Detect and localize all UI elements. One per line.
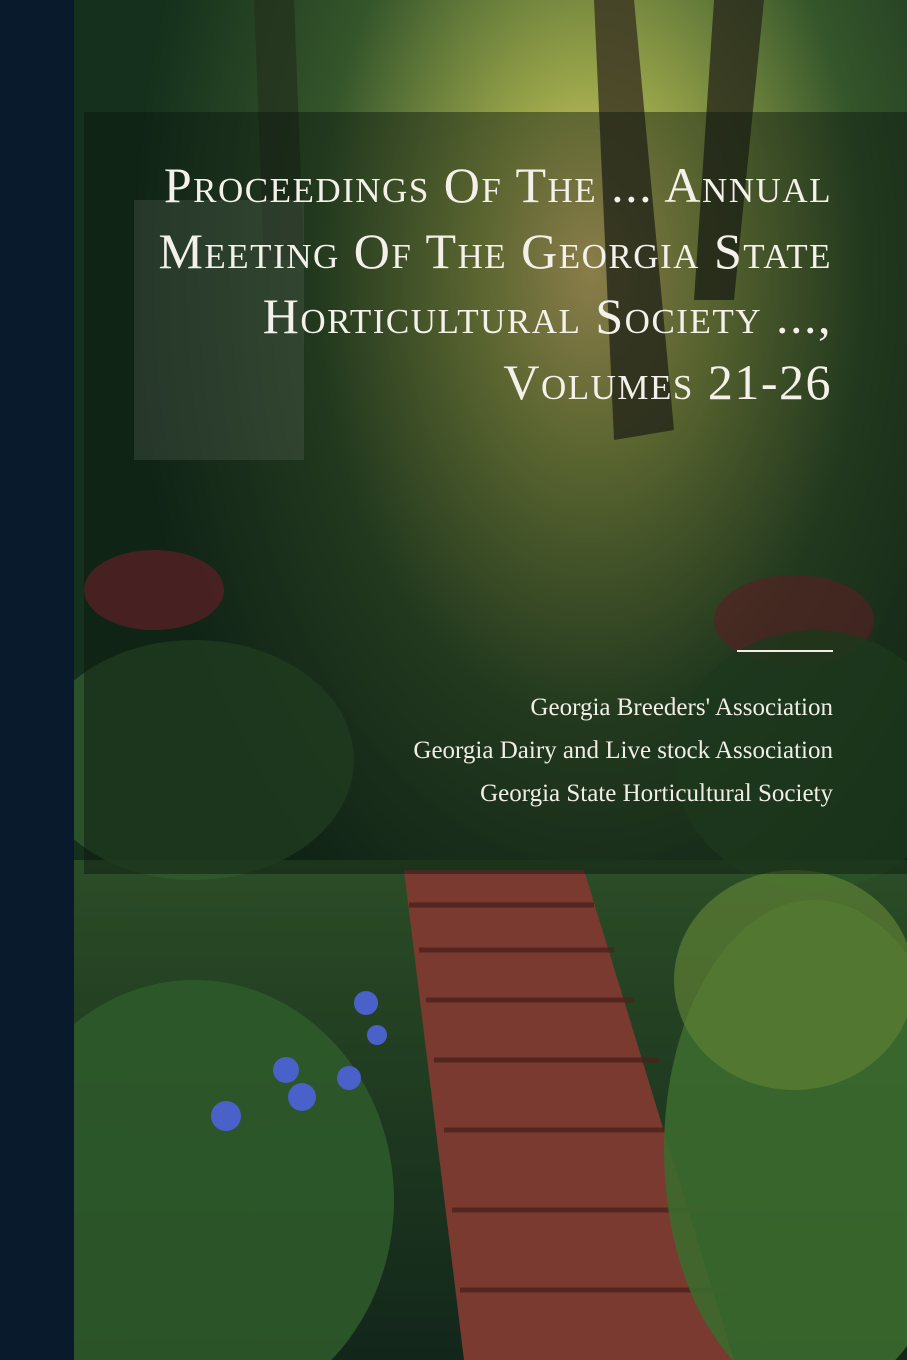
author-name: Georgia Dairy and Live stock Association [413,737,833,764]
author-name: Georgia State Horticultural Society [480,780,833,807]
author-list [213,686,833,815]
title-divider [737,650,833,652]
book-title: Proceedings Of The ... Annual Meeting Of The Georgia State Horticultural Society ..., Volumes 21-26 [158,157,832,410]
cover-spine-band [0,0,74,1360]
author-name: Georgia Breeders' Association [530,694,833,721]
